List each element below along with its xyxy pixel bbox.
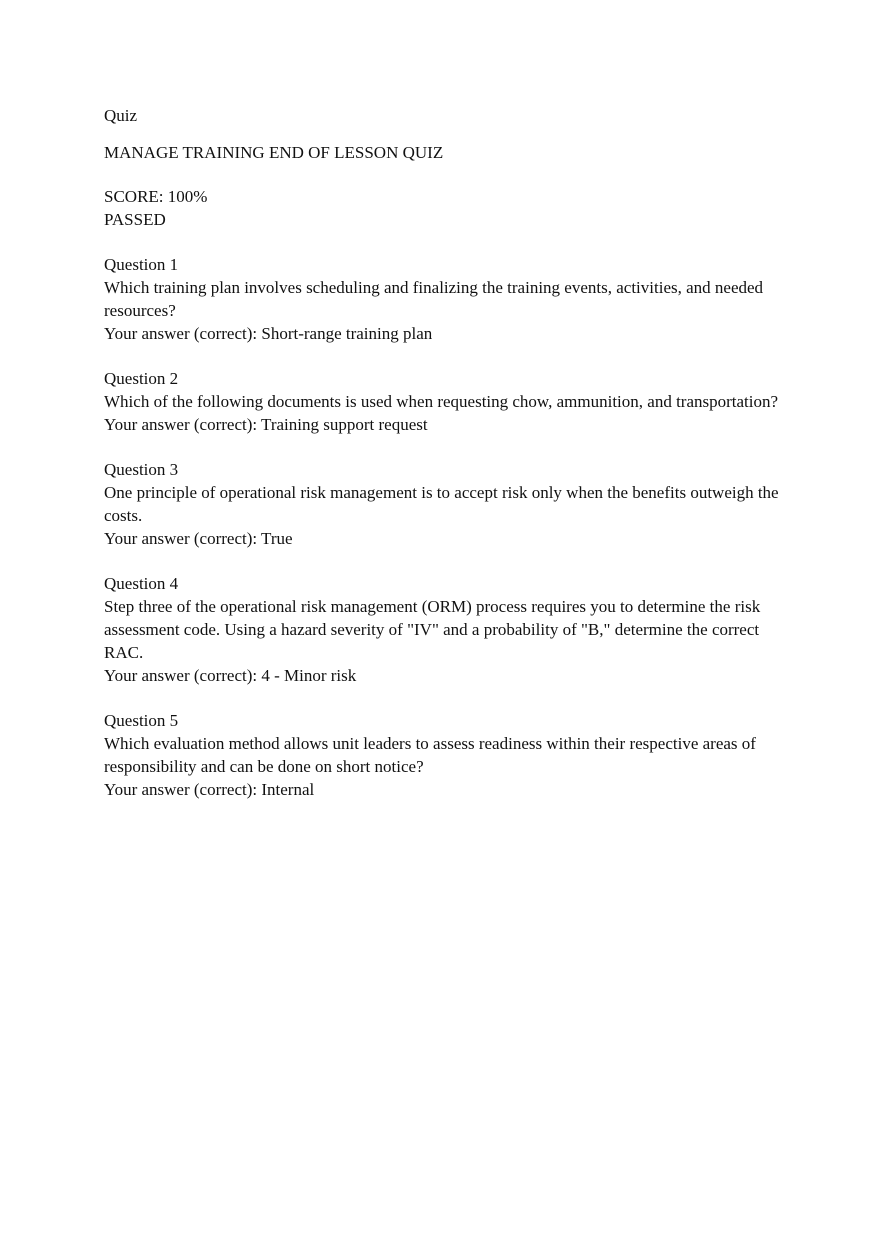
question-block [104,253,784,345]
question-answer: Your answer (correct): Internal [104,780,315,799]
question-heading: Question 3 [104,460,179,479]
score-text: SCORE: 100% [104,187,208,206]
question-heading: Question 1 [104,255,179,274]
quiz-result [104,185,784,231]
pass-status: PASSED [104,210,166,229]
question-text: One principle of operational risk management is to accept risk only when the benefits outweigh the costs. [104,483,779,525]
question-block [104,458,784,550]
question-block [104,572,784,687]
question-heading: Question 2 [104,369,179,388]
quiz-document [104,104,784,823]
document-label: Quiz [104,106,138,125]
question-text: Step three of the operational risk management (ORM) process requires you to determine the risk assessment code. Using a hazard severity of "IV" and a probability of "B," determine the correct RAC. [104,597,761,662]
question-answer: Your answer (correct): 4 - Minor risk [104,666,357,685]
question-block [104,709,784,801]
question-text: Which training plan involves scheduling and finalizing the training events, activities, and needed resources? [104,278,764,320]
question-text: Which of the following documents is used when requesting chow, ammunition, and transportation? [104,392,779,411]
question-answer: Your answer (correct): Training support request [104,415,428,434]
question-answer: Your answer (correct): Short-range training plan [104,324,433,343]
question-heading: Question 5 [104,711,179,730]
question-text: Which evaluation method allows unit leaders to assess readiness within their respective areas of responsibility and can be done on short notice? [104,734,756,776]
question-answer: Your answer (correct): True [104,529,293,548]
question-block [104,367,784,436]
question-heading: Question 4 [104,574,179,593]
document-title: MANAGE TRAINING END OF LESSON QUIZ [104,143,444,162]
